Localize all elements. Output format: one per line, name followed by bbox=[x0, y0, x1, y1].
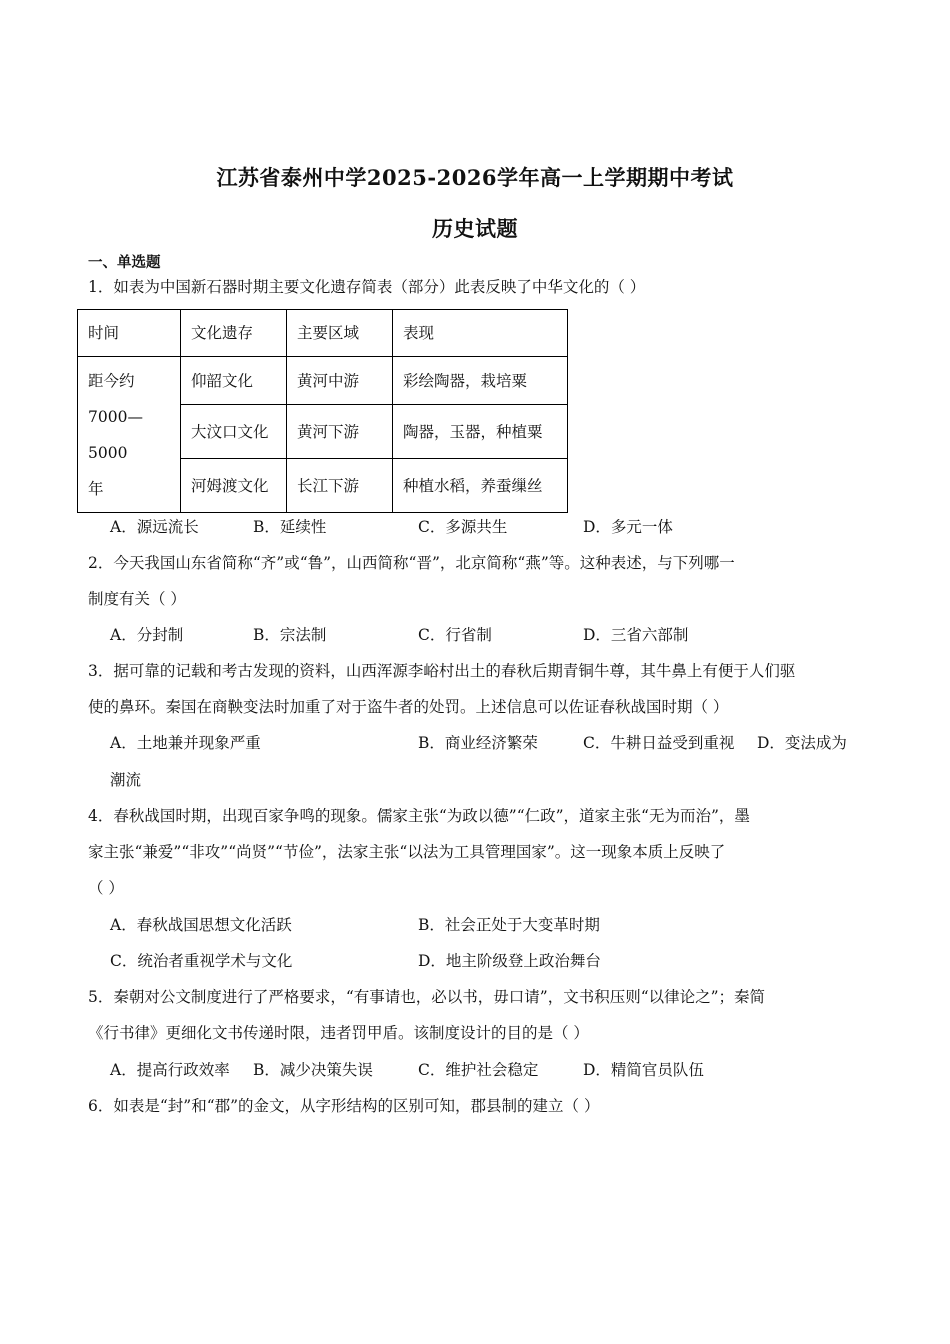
q3-option-a: A．土地兼并现象严重 bbox=[110, 734, 261, 752]
q6-stem-line: 6．如表是“封”和“郡”的金文，从字形结构的区别可知，郡县制的建立（ ） bbox=[88, 1097, 600, 1115]
q3-option-b: B．商业经济繁荣 bbox=[418, 734, 538, 752]
table-cell: 种植水稻，养蚕缫丝 bbox=[393, 459, 568, 513]
page-subtitle: 历史试题 bbox=[432, 216, 518, 241]
table-cell: 长江下游 bbox=[287, 459, 393, 513]
q1-option-b: B．延续性 bbox=[253, 518, 327, 536]
q5-stem-line: 5．秦朝对公文制度进行了严格要求，“有事请也，必以书，毋口请”，文书积压则“以律论之”；秦简 bbox=[88, 988, 766, 1006]
q4-stem-line: 家主张“兼爱”“非攻”“尚贤”“节俭”，法家主张“以法为工具管理国家”。这一现象本质上反映了 bbox=[88, 843, 726, 861]
table-cell: 黄河下游 bbox=[287, 405, 393, 459]
table-cell: 黄河中游 bbox=[287, 357, 393, 405]
q4-stem-line: 4．春秋战国时期，出现百家争鸣的现象。儒家主张“为政以德”“仁政”，道家主张“无为而治”，墨 bbox=[88, 807, 750, 825]
q2-option-d: D．三省六部制 bbox=[583, 626, 689, 644]
q3-option-c: C．牛耕日益受到重视 bbox=[583, 734, 735, 752]
q3-option-d: D．变法成为 bbox=[757, 734, 847, 752]
q1-option-a: A．源远流长 bbox=[110, 518, 199, 536]
era-cell bbox=[78, 357, 181, 513]
q2-option-b: B．宗法制 bbox=[253, 626, 327, 644]
table-row bbox=[78, 357, 568, 405]
q4-option-c: C．统治者重视学术与文化 bbox=[110, 952, 293, 970]
q5-option-d: D．精简官员队伍 bbox=[583, 1061, 704, 1079]
q5-option-c: C．维护社会稳定 bbox=[418, 1061, 539, 1079]
q4-option-b: B．社会正处于大变革时期 bbox=[418, 916, 600, 934]
table-header-cell: 表现 bbox=[393, 310, 568, 357]
q3-stem-line: 3．据可靠的记载和考古发现的资料，山西浑源李峪村出土的春秋后期青铜牛尊，其牛鼻上有便于人们驱 bbox=[88, 662, 796, 680]
era-line: 距今约 bbox=[88, 371, 135, 390]
table-cell: 彩绘陶器，栽培粟 bbox=[393, 357, 568, 405]
q2-option-a: A．分封制 bbox=[110, 626, 184, 644]
q1-option-d: D．多元一体 bbox=[583, 518, 673, 536]
q2-option-c: C．行省制 bbox=[418, 626, 492, 644]
table-cell: 河姆渡文化 bbox=[181, 459, 287, 513]
culture-table bbox=[77, 309, 568, 513]
q2-stem-line: 制度有关（ ） bbox=[88, 590, 186, 608]
table-cell: 大汶口文化 bbox=[181, 405, 287, 459]
q1-option-c: C．多源共生 bbox=[418, 518, 508, 536]
q3-option-d-cont: 潮流 bbox=[110, 771, 142, 789]
q5-option-b: B．减少决策失误 bbox=[253, 1061, 373, 1079]
table-cell: 陶器，玉器，种植粟 bbox=[393, 405, 568, 459]
table-header-cell: 主要区域 bbox=[287, 310, 393, 357]
table-cell: 仰韶文化 bbox=[181, 357, 287, 405]
q4-option-d: D．地主阶级登上政治舞台 bbox=[418, 952, 601, 970]
q4-option-a: A．春秋战国思想文化活跃 bbox=[110, 916, 292, 934]
q2-stem-line: 2．今天我国山东省简称“齐”或“鲁”，山西简称“晋”，北京简称“燕”等。这种表述，与下列哪一 bbox=[88, 554, 735, 572]
table-header-row bbox=[78, 310, 568, 357]
table-header-cell: 文化遗存 bbox=[181, 310, 287, 357]
table-header-cell: 时间 bbox=[78, 310, 181, 357]
q1-stem: 1．如表为中国新石器时期主要文化遗存简表（部分）此表反映了中华文化的（ ） bbox=[88, 278, 646, 296]
q4-stem-line: （ ） bbox=[88, 879, 124, 897]
section-heading: 一、单选题 bbox=[88, 254, 161, 271]
q5-option-a: A．提高行政效率 bbox=[110, 1061, 230, 1079]
page-title: 江苏省泰州中学2025-2026学年高一上学期期中考试 bbox=[216, 165, 734, 190]
era-line: 7000—5000 bbox=[88, 407, 143, 462]
era-line: 年 bbox=[88, 479, 104, 498]
q5-stem-line: 《行书律》更细化文书传递时限，违者罚甲盾。该制度设计的目的是（ ） bbox=[88, 1024, 589, 1042]
q3-stem-line: 使的鼻环。秦国在商鞅变法时加重了对于盗牛者的处罚。上述信息可以佐证春秋战国时期（ ） bbox=[88, 698, 729, 716]
